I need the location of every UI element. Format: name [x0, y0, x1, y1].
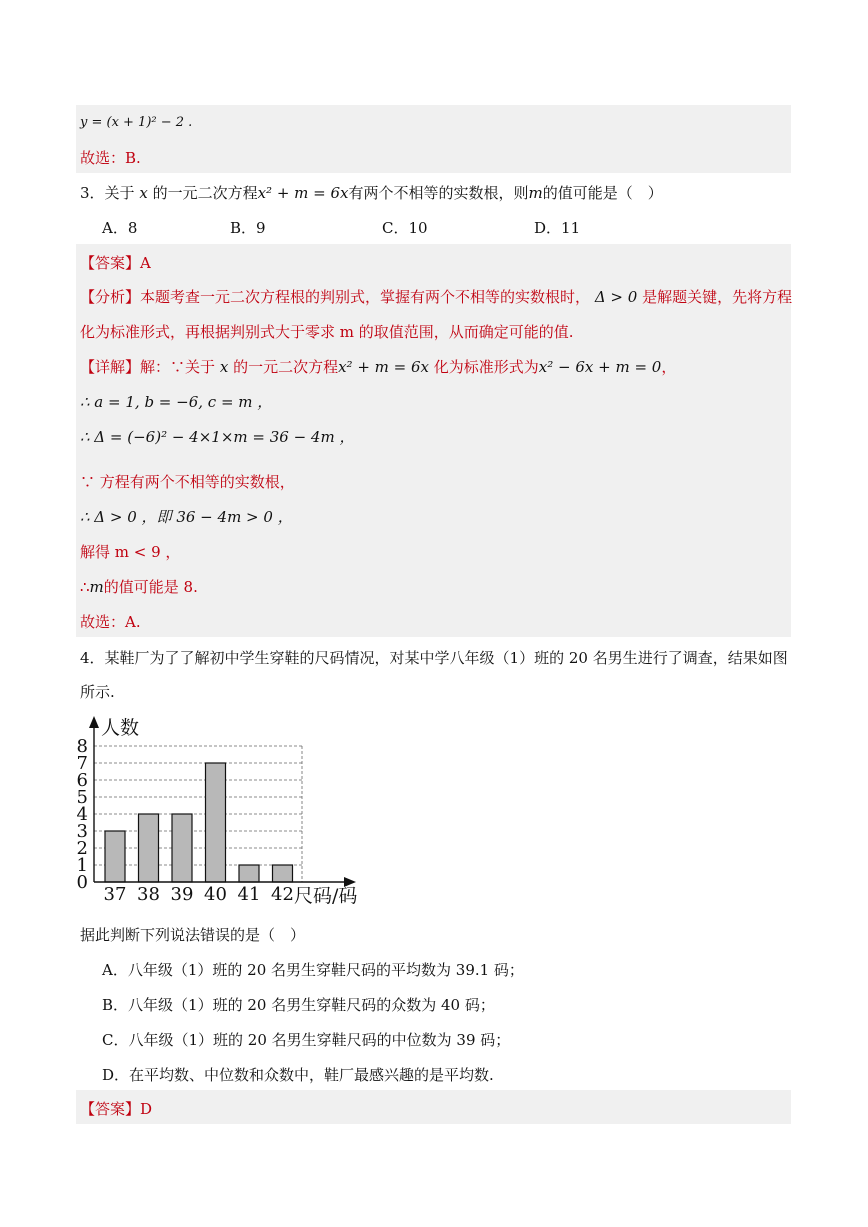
- q4-option-a: A．八年级（1）班的 20 名男生穿鞋尺码的平均数为 39.1 码；: [102, 961, 524, 979]
- q3-step-coefficients: ∴ a = 1, b = −6, c = m ，: [80, 393, 273, 411]
- q2-choice: 故选：B.: [80, 149, 141, 167]
- y-axis-arrow: [89, 716, 99, 728]
- bar: [105, 831, 125, 882]
- q2-formula: y = (x + 1)² − 2 .: [80, 115, 193, 130]
- q3-step-condition: ∵ 方程有两个不相等的实数根，: [80, 473, 295, 491]
- bar: [139, 814, 159, 882]
- bar: [273, 865, 293, 882]
- q3-step-discriminant: ∴ Δ = (−6)² − 4×1×m = 36 − 4m ，: [80, 428, 355, 446]
- q4-option-d: D．在平均数、中位数和众数中，鞋厂最感兴趣的是平均数.: [102, 1066, 494, 1084]
- y-tick-label: 2: [76, 838, 88, 859]
- y-tick-label: 5: [76, 787, 88, 808]
- q4-prompt: 据此判断下列说法错误的是（ ）: [80, 926, 306, 944]
- y-tick-label: 8: [76, 736, 88, 757]
- x-tick-label: 42: [271, 884, 294, 905]
- q4-option-b: B．八年级（1）班的 20 名男生穿鞋尺码的众数为 40 码；: [102, 996, 495, 1014]
- q3-step-conclusion: ∴m的值可能是 8.: [80, 578, 198, 596]
- q3-option-a: A．8: [102, 219, 138, 237]
- q3-analysis-line2: 化为标准形式，再根据判别式大于零求 m 的取值范围，从而确定可能的值.: [80, 323, 574, 341]
- q4-stem-line1: 4．某鞋厂为了了解初中学生穿鞋的尺码情况，对某中学八年级（1）班的 20 名男生进行了调查，结果如图: [80, 649, 788, 667]
- x-tick-label: 41: [237, 884, 261, 905]
- y-tick-label: 4: [76, 804, 88, 825]
- q3-analysis-line1: 【分析】本题考查一元二次方程根的判别式，掌握有两个不相等的实数根时， Δ > 0 是解题关键，先将方程: [80, 288, 793, 306]
- q3-stem: 3．关于 x 的一元二次方程x² + m = 6x有两个不相等的实数根，则m的值可能是（ ）: [80, 184, 663, 202]
- q4-option-c: C．八年级（1）班的 20 名男生穿鞋尺码的中位数为 39 码；: [102, 1031, 511, 1049]
- y-tick-label: 6: [76, 770, 88, 791]
- x-tick-label: 38: [137, 884, 160, 905]
- q3-step-solve: 解得 m < 9 ，: [80, 543, 181, 561]
- bar: [239, 865, 259, 882]
- solution-block-q4: [76, 1090, 791, 1124]
- q3-answer: 【答案】A: [80, 254, 151, 272]
- q3-step-inequality: ∴ Δ > 0 ，即 36 − 4m > 0 ，: [80, 508, 293, 526]
- y-tick-label: 3: [76, 821, 88, 842]
- y-tick-label: 1: [76, 855, 88, 876]
- x-tick-label: 39: [170, 884, 194, 905]
- y-tick-label: 0: [76, 872, 88, 893]
- x-tick-label: 40: [204, 884, 227, 905]
- bar: [206, 763, 226, 882]
- shoe-size-bar-chart: [70, 712, 370, 912]
- q3-detail-line1: 【详解】解：∵关于 x 的一元二次方程x² + m = 6x 化为标准形式为x² − 6x + m = 0，: [80, 358, 677, 376]
- bar: [172, 814, 192, 882]
- x-axis-label: 尺码/码: [294, 885, 358, 907]
- q4-answer: 【答案】D: [80, 1100, 153, 1118]
- x-tick-label: 37: [103, 884, 127, 905]
- y-tick-label: 7: [76, 753, 88, 774]
- q3-option-c: C．10: [382, 219, 428, 237]
- q3-option-b: B．9: [230, 219, 266, 237]
- y-axis-label: 人数: [101, 717, 140, 739]
- q3-option-d: D．11: [534, 219, 581, 237]
- q3-choice: 故选：A.: [80, 613, 141, 631]
- q4-stem-line2: 所示.: [80, 683, 115, 701]
